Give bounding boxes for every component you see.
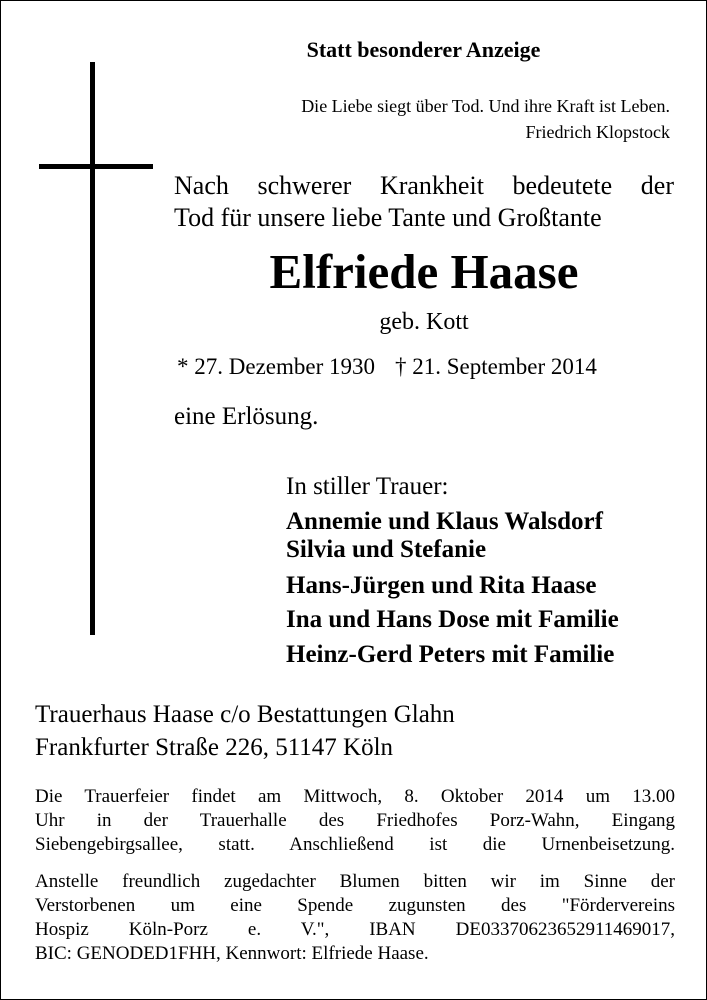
birth-date: * 27. Dezember 1930 (177, 354, 375, 379)
service-info (35, 785, 675, 857)
house-address-line: Trauerhaus Haase c/o Bestattungen Glahn (35, 701, 455, 728)
mourning-label: In stiller Trauer: (286, 473, 449, 500)
intro-text (174, 170, 674, 234)
donation-line: Anstelle freundlich zugedachter Blumen bitten wir im Sinne der (35, 871, 675, 892)
mourner-name: Silvia und Stefanie (286, 536, 487, 563)
mourner-name: Heinz-Gerd Peters mit Familie (286, 641, 615, 668)
quote-author: Friedrich Klopstock (525, 122, 670, 142)
donation-line: BIC: GENODED1FHH, Kennwort: Elfriede Haase. (35, 943, 429, 964)
quote-text: Die Liebe siegt über Tod. Und ihre Kraft ist Leben. (301, 96, 670, 116)
intro-line: Nach schwerer Krankheit bedeutete der (174, 171, 674, 200)
service-line: Die Trauerfeier findet am Mittwoch, 8. Oktober 2014 um 13.00 (35, 786, 675, 807)
maiden-name: geb. Kott (379, 309, 469, 335)
intro-line: Tod für unsere liebe Tante und Großtante (174, 203, 602, 232)
donation-line: Verstorbenen um eine Spende zugunsten des "Fördervereins (35, 895, 675, 916)
deceased-name: Elfriede Haase (269, 244, 579, 299)
donation-info (35, 870, 675, 966)
service-line: Siebengebirgsallee, statt. Anschließend ist die Urnenbeisetzung. (35, 834, 675, 855)
donation-line: Hospiz Köln-Porz e. V.", IBAN DE03370623652911469017, (35, 919, 675, 940)
cross-icon-horizontal (39, 164, 153, 169)
mourner-name: Hans-Jürgen und Rita Haase (286, 572, 597, 599)
notice-heading: Statt besonderer Anzeige (306, 37, 541, 62)
release-text: eine Erlösung. (174, 403, 319, 430)
life-dates (177, 354, 597, 380)
cross-icon-vertical (90, 62, 95, 635)
mourner-name: Ina und Hans Dose mit Familie (286, 606, 619, 633)
death-date: † 21. September 2014 (395, 354, 597, 379)
house-address-line: Frankfurter Straße 226, 51147 Köln (35, 734, 394, 761)
mourner-name: Annemie und Klaus Walsdorf (286, 508, 603, 535)
service-line: Uhr in der Trauerhalle des Friedhofes Porz-Wahn, Eingang (35, 810, 675, 831)
